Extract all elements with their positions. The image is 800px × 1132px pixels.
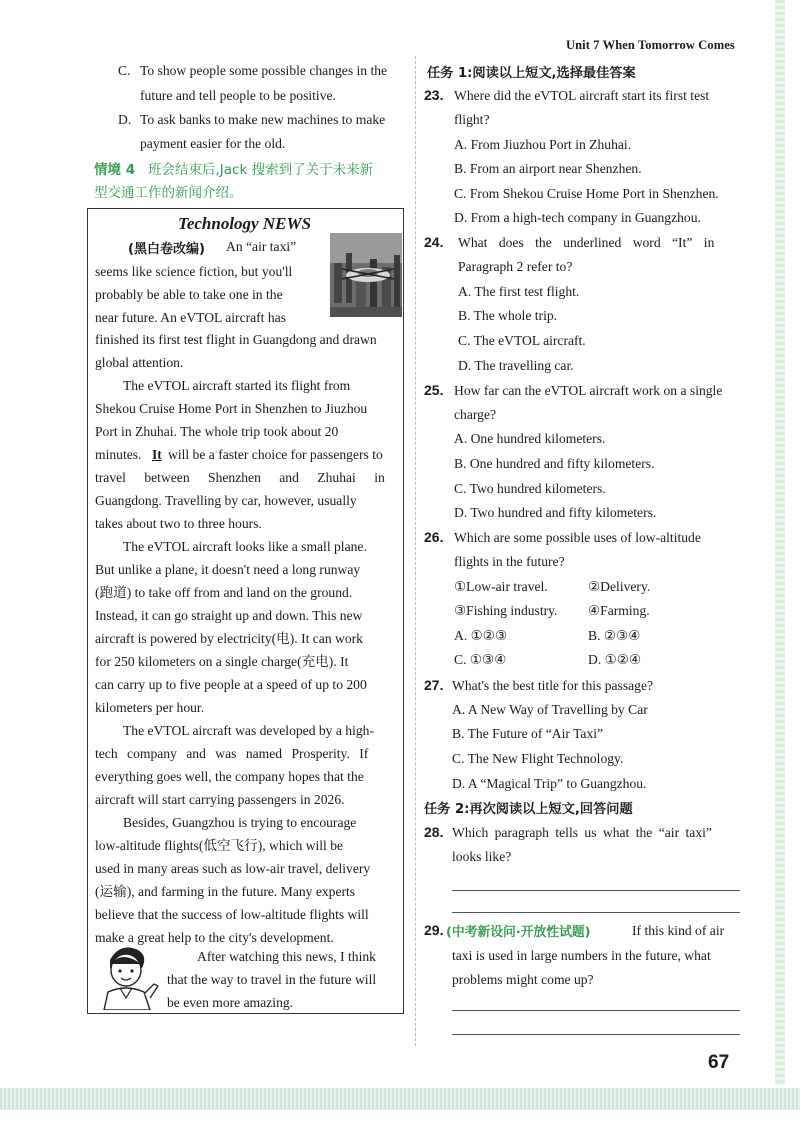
question-23-option-a: A. From Jiuzhou Port in Zhuhai. (454, 137, 632, 152)
question-29-stem-line1: If this kind of air (632, 923, 725, 938)
question-24-option-d: D. The travelling car. (458, 358, 574, 373)
question-29-answer-line-1[interactable] (452, 1010, 740, 1011)
question-24-option-a: A. The first test flight. (458, 284, 580, 299)
column-divider (415, 56, 416, 1046)
question-26-item-3: ③Fishing industry. (454, 603, 558, 618)
news-p3-line7: can carry up to five people at a speed of up to 200 (95, 677, 367, 692)
news-p3-line1: The eVTOL aircraft looks like a small plane. (123, 539, 367, 554)
news-p5-line1: Besides, Guangzhou is trying to encourage (123, 815, 357, 830)
question-28-stem-line1: Which paragraph tells us what the “air taxi” (452, 825, 712, 840)
question-25-option-a: A. One hundred kilometers. (454, 431, 606, 446)
news-p2-line3: Port in Zhuhai. The whole trip took about 20 (95, 424, 339, 439)
task2-heading: 任务 2:再次阅读以上短文,回答问题 (424, 802, 633, 817)
option-c-text-line1: To show people some possible changes in the (140, 63, 388, 78)
scene-text-line1: 班会结束后,Jack 搜索到了关于未来新 (148, 162, 374, 178)
scene-text-line2: 型交通工作的新闻介绍。 (94, 185, 243, 201)
question-26-item-2: ②Delivery. (588, 579, 651, 594)
news-p4-line2: tech company and was named Prosperity. If (95, 746, 369, 761)
question-26-item-4: ④Farming. (588, 603, 650, 618)
option-d-label: D. (118, 112, 132, 127)
question-26-option-c: C. ①③④ (454, 652, 507, 667)
question-25-number: 25. (424, 382, 444, 398)
news-p2-underlined-it: It (152, 447, 162, 462)
news-p1-line2: seems like science fiction, but you'll (95, 264, 293, 279)
news-p3-line5: aircraft is powered by electricity(电). It can work (95, 631, 363, 646)
news-p3-line6: for 250 kilometers on a single charge(充电). It (95, 654, 349, 669)
question-27-number: 27. (424, 677, 444, 693)
question-25-option-b: B. One hundred and fifty kilometers. (454, 456, 655, 471)
question-25-option-d: D. Two hundred and fifty kilometers. (454, 505, 657, 520)
question-23-stem-line1: Where did the eVTOL aircraft start its first test (454, 88, 710, 103)
question-29-stem-line2: taxi is used in large numbers in the future, what (452, 948, 711, 963)
question-23-stem-line2: flight? (454, 112, 490, 127)
task1-heading: 任务 1:阅读以上短文,选择最佳答案 (427, 66, 636, 81)
question-27-option-c: C. The New Flight Technology. (452, 751, 624, 766)
question-28-number: 28. (424, 824, 444, 840)
question-24-stem-line2: Paragraph 2 refer to? (458, 259, 573, 274)
news-p5-line4: (运输), and farming in the future. Many experts (95, 884, 356, 899)
question-28-stem-line2: looks like? (452, 849, 512, 864)
news-p2-line1: The eVTOL aircraft started its flight from (123, 378, 351, 393)
scene-label: 情境 4 (94, 162, 136, 178)
news-p5-line3: used in many areas such as low-air travel, delivery (95, 861, 371, 876)
option-c-text-line2: future and tell people to be positive. (140, 88, 336, 103)
option-d-text-line2: payment easier for the old. (140, 136, 286, 151)
question-27-option-d: D. A “Magical Trip” to Guangzhou. (452, 776, 647, 791)
question-27-option-a: A. A New Way of Travelling by Car (452, 702, 648, 717)
question-24-option-c: C. The eVTOL aircraft. (458, 333, 586, 348)
eVTOL-aircraft-image (330, 233, 402, 317)
question-24-option-b: B. The whole trip. (458, 308, 558, 323)
question-23-option-c: C. From Shekou Cruise Home Port in Shenzhen. (454, 186, 719, 201)
news-p1-line5: finished its first test flight in Guangdong and drawn (95, 332, 377, 347)
question-23-number: 23. (424, 87, 444, 103)
news-p2-line4-end: will be a faster choice for passengers to (168, 447, 383, 462)
question-29-answer-line-2[interactable] (452, 1034, 740, 1035)
question-27-option-b: B. The Future of “Air Taxi” (452, 726, 604, 741)
news-p2-line2: Shekou Cruise Home Port in Shenzhen to Jiuzhou (95, 401, 368, 416)
page-number: 67 (708, 1052, 730, 1073)
question-26-number: 26. (424, 529, 444, 545)
question-27-stem: What's the best title for this passage? (452, 678, 654, 693)
news-p3-line8: kilometers per hour. (95, 700, 205, 715)
option-d-text-line1: To ask banks to make new machines to make (140, 112, 386, 127)
question-23-option-b: B. From an airport near Shenzhen. (454, 161, 642, 176)
news-p6-line2: that the way to travel in the future will (167, 972, 377, 987)
news-p2-line7: takes about two to three hours. (95, 516, 262, 531)
question-24-stem-line1: What does the underlined word “It” in (458, 235, 715, 250)
question-25-stem-line2: charge? (454, 407, 497, 422)
news-p3-line3: (跑道) to take off from and land on the ground. (95, 585, 353, 600)
running-header: Unit 7 When Tomorrow Comes (566, 38, 735, 52)
question-26-option-a: A. ①②③ (454, 628, 508, 643)
news-p4-line4: aircraft will start carrying passengers in 2026. (95, 792, 345, 807)
footer-decoration-band (0, 1088, 800, 1110)
question-26-stem-line2: flights in the future? (454, 554, 565, 569)
news-p2-line5: travel between Shenzhen and Zhuhai in (95, 470, 385, 485)
student-cartoon-image (90, 940, 162, 1010)
question-26-item-1: ①Low-air travel. (454, 579, 548, 594)
news-p5-line5: believe that the success of low-altitude flights will (95, 907, 369, 922)
news-p3-line4: Instead, it can go straight up and down. This new (95, 608, 363, 623)
news-source-tag: (黑白卷改编) (128, 242, 205, 257)
question-29-tag: (中考新设问·开放性试题) (446, 925, 591, 940)
news-title: Technology NEWS (178, 214, 312, 233)
question-28-answer-line-2[interactable] (452, 912, 740, 913)
news-p5-line6: make a great help to the city's development. (95, 930, 334, 945)
news-p4-line1: The eVTOL aircraft was developed by a high- (123, 723, 375, 738)
question-28-answer-line-1[interactable] (452, 890, 740, 891)
question-24-number: 24. (424, 234, 444, 250)
news-p4-line3: everything goes well, the company hopes that the (95, 769, 364, 784)
question-26-option-d: D. ①②④ (588, 652, 642, 667)
question-25-stem-line1: How far can the eVTOL aircraft work on a single (454, 383, 723, 398)
question-26-option-b: B. ②③④ (588, 628, 641, 643)
news-p2-line6: Guangdong. Travelling by car, however, usually (95, 493, 357, 508)
question-29-number: 29. (424, 922, 444, 938)
news-p2-line4-start: minutes. (95, 447, 142, 462)
news-p1-line6: global attention. (95, 355, 184, 370)
question-29-stem-line3: problems might come up? (452, 972, 594, 987)
news-p6-line3: be even more amazing. (167, 995, 294, 1010)
option-c-label: C. (118, 63, 131, 78)
news-p5-line2: low-altitude flights(低空飞行), which will be (95, 838, 344, 853)
news-p6-line1: After watching this news, I think (197, 949, 376, 964)
question-26-stem-line1: Which are some possible uses of low-altitude (454, 530, 701, 545)
question-25-option-c: C. Two hundred kilometers. (454, 481, 606, 496)
news-p1-line4: near future. An eVTOL aircraft has (95, 310, 286, 325)
news-p1-line3: probably be able to take one in the (95, 287, 283, 302)
news-p1-line1: An “air taxi” (226, 239, 297, 254)
news-p3-line2: But unlike a plane, it doesn't need a long runway (95, 562, 361, 577)
side-decoration-band (775, 0, 785, 1085)
question-23-option-d: D. From a high-tech company in Guangzhou. (454, 210, 701, 225)
